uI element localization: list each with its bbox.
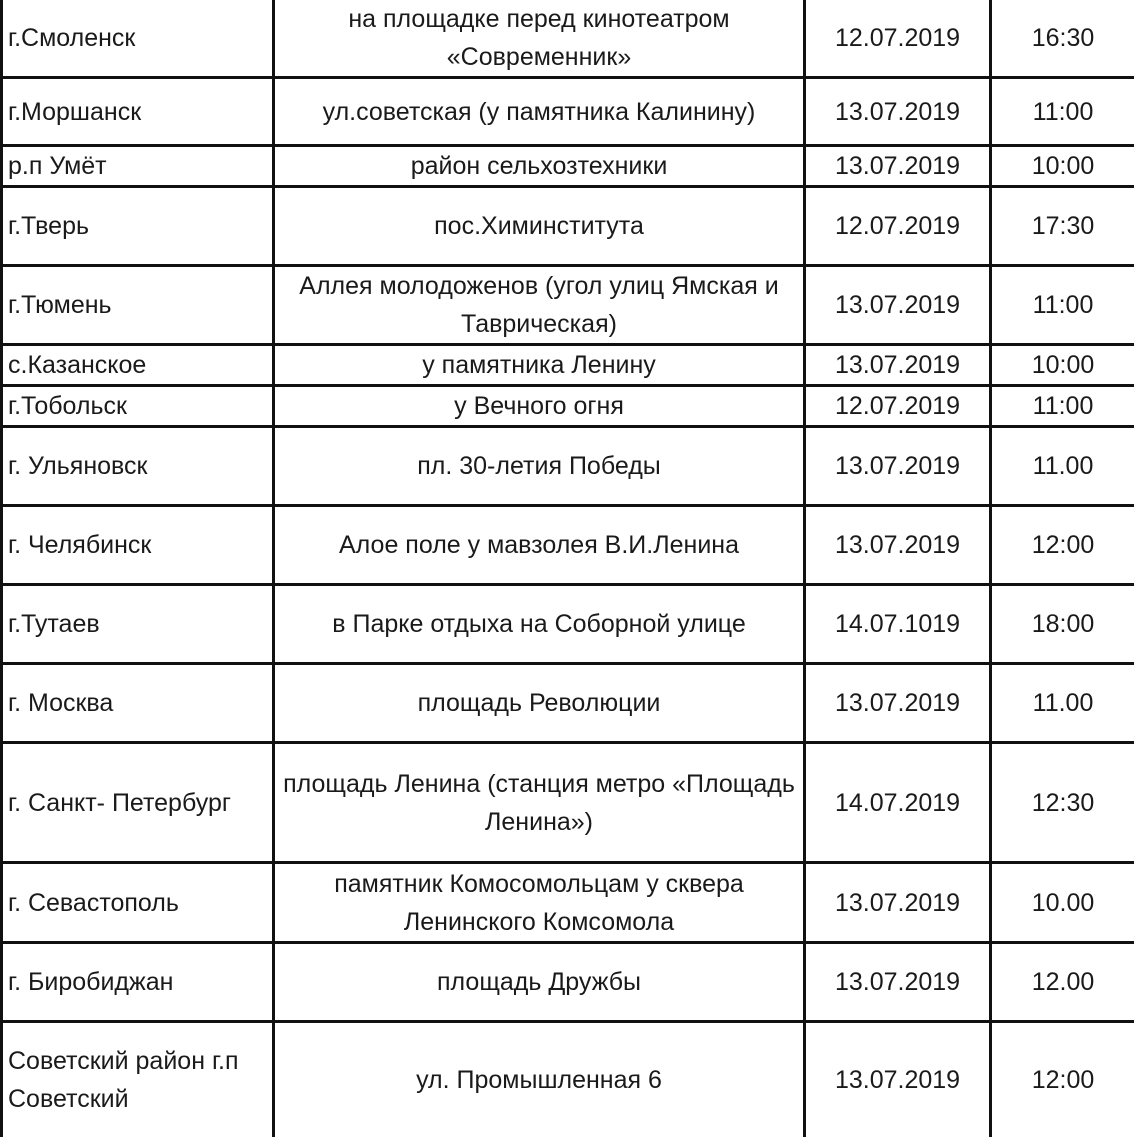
date-cell: 13.07.2019 bbox=[805, 266, 991, 345]
location-cell: на площадке перед кинотеатром «Современник» bbox=[274, 0, 805, 78]
time-cell: 12:00 bbox=[991, 1022, 1134, 1137]
city-cell: г.Тутаев bbox=[2, 585, 274, 664]
location-cell: пл. 30-летия Победы bbox=[274, 427, 805, 506]
city-cell: г.Тюмень bbox=[2, 266, 274, 345]
location-cell: ул. Промышленная 6 bbox=[274, 1022, 805, 1137]
city-cell: г. Санкт- Петербург bbox=[2, 743, 274, 863]
time-cell: 16:30 bbox=[991, 0, 1134, 78]
location-cell: район сельхозтехники bbox=[274, 146, 805, 187]
city-cell: Советский район г.п Советский bbox=[2, 1022, 274, 1137]
table-row bbox=[2, 345, 1134, 386]
location-cell: памятник Комосомольцам у сквера Ленинского Комсомола bbox=[274, 863, 805, 943]
time-cell: 11:00 bbox=[991, 266, 1134, 345]
date-cell: 13.07.2019 bbox=[805, 863, 991, 943]
date-cell: 13.07.2019 bbox=[805, 427, 991, 506]
time-cell: 17:30 bbox=[991, 187, 1134, 266]
location-cell: пос.Химинститута bbox=[274, 187, 805, 266]
time-cell: 11.00 bbox=[991, 427, 1134, 506]
date-cell: 14.07.2019 bbox=[805, 743, 991, 863]
city-cell: г. Ульяновск bbox=[2, 427, 274, 506]
table-row bbox=[2, 0, 1134, 78]
city-cell: р.п Умёт bbox=[2, 146, 274, 187]
time-cell: 10.00 bbox=[991, 863, 1134, 943]
city-cell: г.Тверь bbox=[2, 187, 274, 266]
table-row bbox=[2, 266, 1134, 345]
table-row bbox=[2, 427, 1134, 506]
date-cell: 13.07.2019 bbox=[805, 146, 991, 187]
date-cell: 13.07.2019 bbox=[805, 506, 991, 585]
table-row bbox=[2, 506, 1134, 585]
time-cell: 11.00 bbox=[991, 664, 1134, 743]
location-cell: у Вечного огня bbox=[274, 386, 805, 427]
location-cell: в Парке отдыха на Соборной улице bbox=[274, 585, 805, 664]
date-cell: 12.07.2019 bbox=[805, 386, 991, 427]
location-cell: площадь Революции bbox=[274, 664, 805, 743]
time-cell: 12:30 bbox=[991, 743, 1134, 863]
date-cell: 13.07.2019 bbox=[805, 345, 991, 386]
date-cell: 12.07.2019 bbox=[805, 0, 991, 78]
city-cell: г. Челябинск bbox=[2, 506, 274, 585]
date-cell: 13.07.2019 bbox=[805, 78, 991, 146]
city-cell: г. Биробиджан bbox=[2, 943, 274, 1022]
table-row bbox=[2, 78, 1134, 146]
table-row bbox=[2, 585, 1134, 664]
table-row bbox=[2, 1022, 1134, 1137]
table-row bbox=[2, 386, 1134, 427]
table-row bbox=[2, 743, 1134, 863]
time-cell: 12.00 bbox=[991, 943, 1134, 1022]
time-cell: 18:00 bbox=[991, 585, 1134, 664]
date-cell: 13.07.2019 bbox=[805, 1022, 991, 1137]
table-row bbox=[2, 943, 1134, 1022]
date-cell: 12.07.2019 bbox=[805, 187, 991, 266]
location-cell: Алое поле у мавзолея В.И.Ленина bbox=[274, 506, 805, 585]
city-cell: г.Смоленск bbox=[2, 0, 274, 78]
location-cell: Аллея молодоженов (угол улиц Ямская и Таврическая) bbox=[274, 266, 805, 345]
location-cell: площадь Ленина (станция метро «Площадь Ленина») bbox=[274, 743, 805, 863]
city-cell: с.Казанское bbox=[2, 345, 274, 386]
time-cell: 10:00 bbox=[991, 146, 1134, 187]
table-row bbox=[2, 863, 1134, 943]
location-cell: у памятника Ленину bbox=[274, 345, 805, 386]
table-row bbox=[2, 146, 1134, 187]
date-cell: 13.07.2019 bbox=[805, 943, 991, 1022]
city-cell: г. Москва bbox=[2, 664, 274, 743]
table-row bbox=[2, 187, 1134, 266]
location-cell: ул.советская (у памятника Калинину) bbox=[274, 78, 805, 146]
city-cell: г.Тобольск bbox=[2, 386, 274, 427]
time-cell: 10:00 bbox=[991, 345, 1134, 386]
time-cell: 12:00 bbox=[991, 506, 1134, 585]
time-cell: 11:00 bbox=[991, 78, 1134, 146]
table-row bbox=[2, 664, 1134, 743]
location-cell: площадь Дружбы bbox=[274, 943, 805, 1022]
time-cell: 11:00 bbox=[991, 386, 1134, 427]
events-table-body bbox=[2, 0, 1134, 1137]
date-cell: 13.07.2019 bbox=[805, 664, 991, 743]
city-cell: г. Севастополь bbox=[2, 863, 274, 943]
city-cell: г.Моршанск bbox=[2, 78, 274, 146]
date-cell: 14.07.1019 bbox=[805, 585, 991, 664]
